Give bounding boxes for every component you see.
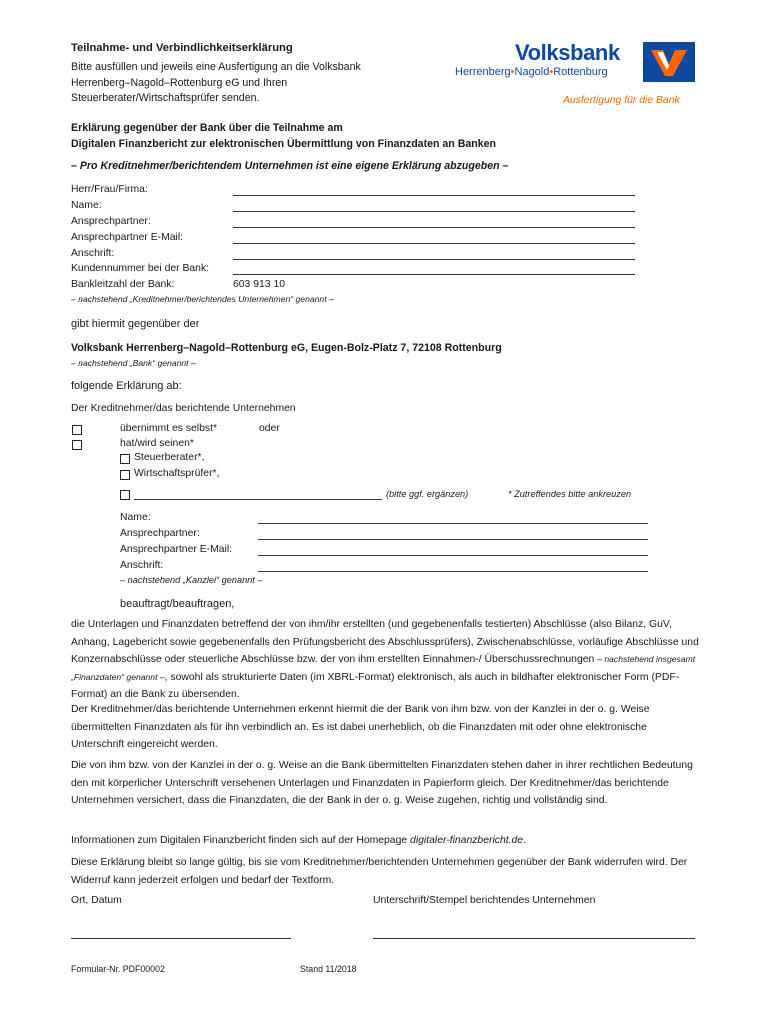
sonstige-input-line[interactable] (134, 499, 382, 500)
signature-label: Unterschrift/Stempel berichtendes Unternehmen (373, 895, 596, 906)
field-label-blz: Bankleitzahl der Bank: (71, 279, 175, 290)
paragraph-unterlagen: die Unterlagen und Finanzdaten betreffend der von ihm/ihr erstellten (und gegebenenfalls testierten) Abschlüsse (also Bilanz, GuV, Anhang, Lagebericht sowie gegebenenfalls den Prüfungsbericht des Abschlussprüfers), Zwischenabschlüsse, vorläufige Abschlüsse und Konzernabschlüsse oder steuerliche Abschlüsse bzw. der von ihm erstellten Einnahmen-/ Überschussrechnungen – nachstehend insgesamt „Finanzdaten“ genannt –, sowohl als strukturierte Daten (im XBRL-Format) elektronisch, als auch in bildhafter elektronischer Form (PDF-Format) an die Bank zu übersenden. (71, 619, 699, 700)
signature-line[interactable] (373, 938, 695, 939)
bank-address: Volksbank Herrenberg–Nagold–Rottenburg eG, Eugen-Bolz-Platz 7, 72108 Rottenburg (71, 342, 502, 354)
field-line-name[interactable] (233, 211, 635, 212)
checkbox-wirtschaftspruefer[interactable] (120, 470, 130, 480)
field-line-herr-frau-firma[interactable] (233, 195, 635, 196)
folgende-text: folgende Erklärung ab: (71, 380, 182, 392)
stand-date: Stand 11/2018 (300, 964, 357, 974)
logo-subline: Herrenberg•Nagold•Rottenburg (455, 66, 608, 78)
paragraph-gueltigkeit: Diese Erklärung bleibt so lange gültig, bis sie vom Kreditnehmer/berichtenden Unternehmen gegenüber der Bank widerrufen wird. Der Widerruf kann jederzeit erfolgen und bedarf der Textform. (71, 857, 688, 886)
volksbank-mark-icon (643, 42, 695, 82)
declaration-line-1: Erklärung gegenüber der Bank über die Teilnahme am (71, 122, 343, 134)
field-label-email: Ansprechpartner E-Mail: (71, 232, 184, 243)
checkbox-beauftragt[interactable] (72, 440, 82, 450)
gibt-text: gibt hiermit gegenüber der (71, 318, 200, 330)
advisor-label-ansprechpartner: Ansprechpartner: (120, 528, 200, 539)
field-label-name: Name: (71, 200, 102, 211)
field-line-anschrift[interactable] (233, 259, 635, 260)
paragraph-rechtliche-bedeutung: Die von ihm bzw. von der Kanzlei in der o. g. Weise an die Bank übermittelten Finanzdaten stehen daher in ihrer rechtlichen Bedeutung den mit körperlicher Unterschrift versehenen Unterlagen und Finanzdaten in Papierform gleich. Der Kreditnehmer/das berichtende Unternehmen versichert, dass die Finanzdaten, die der Bank in der o. g. Weise zugehen, richtig und vollständig sind. (71, 760, 693, 806)
declaration-note: – Pro Kreditnehmer/berichtendem Unternehmen ist eine eigene Erklärung abzugeben – (71, 160, 509, 172)
borrower-note: – nachstehend „Kreditnehmer/berichtendes Unternehmen“ genannt – (71, 294, 334, 304)
field-line-email[interactable] (233, 243, 635, 244)
option-oder-label: oder (259, 423, 280, 434)
declaration-line-2: Digitalen Finanzbericht zur elektronischen Übermittlung von Finanzdaten an Banken (71, 137, 496, 150)
advisor-line-name[interactable] (258, 523, 648, 524)
advisor-label-anschrift: Anschrift: (120, 560, 164, 571)
paragraph-informationen: Informationen zum Digitalen Finanzbericht finden sich auf der Homepage digitaler-finanzbericht.de. (71, 835, 526, 846)
bank-note: – nachstehend „Bank“ genannt – (71, 358, 196, 368)
field-label-kundennummer: Kundennummer bei der Bank: (71, 263, 210, 274)
option-beauftragt-label: hat/wird seinen* (120, 438, 194, 449)
intro-text: Bitte ausfüllen und jeweils eine Ausfertigung an die Volksbank Herrenberg–Nagold–Rottenburg eG und Ihren Steuerberater/Wirtschaftsprüfer senden. (71, 61, 361, 104)
field-label-ansprechpartner: Ansprechpartner: (71, 216, 151, 227)
paragraph-verbindlich: Der Kreditnehmer/das berichtende Unternehmen erkennt hiermit die der Bank von ihm bzw. von der Kanzlei in der o. g. Weise übermittelten Finanzdaten als für ihn verbindlich an. Es ist dabei unerheblich, ob die Finanzdaten mit oder ohne elektronische Unterschrift eingereicht werden. (71, 704, 650, 750)
option-wirtschaftspruefer-label: Wirtschaftsprüfer*, (134, 468, 220, 479)
borrower-intro: Der Kreditnehmer/das berichtende Unternehmen (71, 403, 296, 414)
option-steuerberater-label: Steuerberater*, (134, 452, 205, 463)
field-label-anschrift: Anschrift: (71, 248, 115, 259)
sonstige-hint: (bitte ggf. ergänzen) (386, 489, 469, 499)
form-number: Formular-Nr. PDF00002 (71, 964, 165, 974)
advisor-line-email[interactable] (258, 555, 648, 556)
beauftragt-text: beauftragt/beauftragen, (120, 598, 235, 610)
homepage-link[interactable]: digitaler-finanzbericht.de (410, 835, 524, 846)
place-date-label: Ort, Datum (71, 895, 122, 906)
option-selbst-label: übernimmt es selbst* (120, 423, 218, 434)
advisor-label-name: Name: (120, 512, 151, 523)
advisor-line-anschrift[interactable] (258, 571, 648, 572)
checkbox-sonstige[interactable] (120, 490, 130, 500)
field-line-kundennummer[interactable] (233, 274, 635, 275)
logo-wordmark: Volksbank (515, 40, 620, 65)
advisor-label-email: Ansprechpartner E-Mail: (120, 544, 233, 555)
field-value-blz: 603 913 10 (233, 279, 286, 290)
document-title: Teilnahme- und Verbindlichkeitserklärung (71, 42, 293, 54)
advisor-line-ansprechpartner[interactable] (258, 539, 648, 540)
declaration-heading (71, 121, 496, 152)
advisor-note: – nachstehend „Kanzlei“ genannt – (120, 575, 263, 585)
checkbox-steuerberater[interactable] (120, 454, 130, 464)
field-line-ansprechpartner[interactable] (233, 227, 635, 228)
checkbox-selbst[interactable] (72, 425, 82, 435)
field-label-herr-frau-firma: Herr/Frau/Firma: (71, 184, 148, 195)
copy-label: Ausfertigung für die Bank (563, 95, 680, 106)
footnote-ankreuzen: * Zutreffendes bitte ankreuzen (508, 489, 632, 499)
place-date-line[interactable] (71, 938, 291, 939)
volksbank-logo (455, 40, 700, 85)
